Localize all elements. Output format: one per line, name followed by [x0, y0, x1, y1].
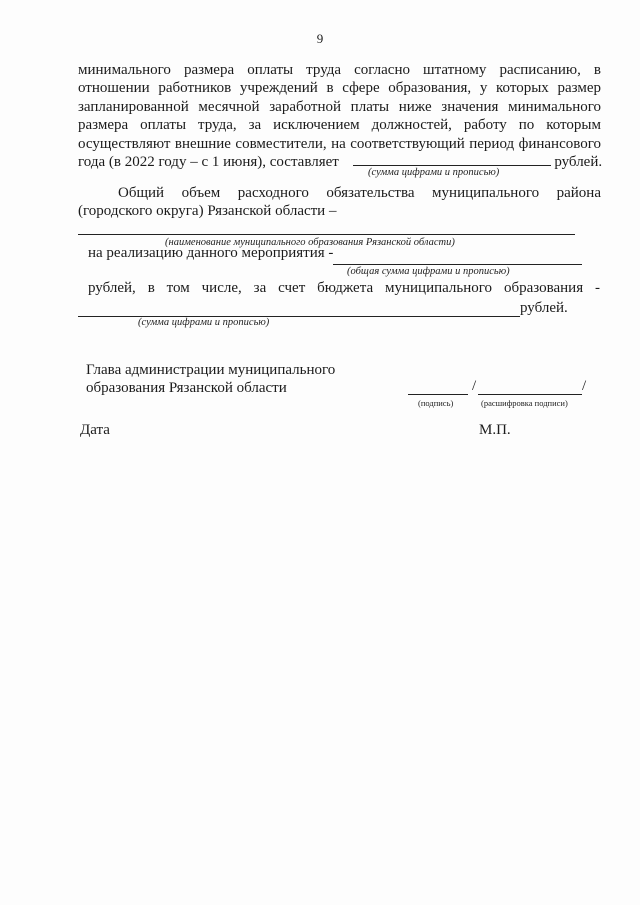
signature-caption: (подпись) [418, 398, 454, 408]
municipality-caption: (наименование муниципального образования Рязанской области) [165, 237, 455, 248]
rubles-label-1: рублей. [554, 153, 603, 170]
budget-line-text: рублей, в том числе, за счет бюджета муниципального образования - [88, 280, 600, 296]
signatory-title-line-1: Глава администрации муниципального [86, 362, 336, 378]
paragraph-1 [78, 61, 601, 171]
signature-slash-2: / [582, 378, 587, 394]
rubles-label-2: рублей. [520, 300, 568, 316]
signature-blank[interactable] [408, 394, 468, 395]
amount-blank-1[interactable] [353, 153, 551, 166]
municipality-name-blank[interactable] [78, 234, 575, 235]
event-text: на реализацию данного мероприятия - [88, 245, 334, 261]
paragraph-1-line-5: осуществляют внешние совместители, на соответствующий период финансового [78, 135, 601, 152]
total-amount-blank[interactable] [333, 264, 582, 265]
signatory-title-line-2: образования Рязанской области [86, 380, 287, 396]
paragraph-2-line-1: Общий объем расходного обязательства муниципального района [118, 185, 601, 201]
date-label: Дата [80, 422, 110, 438]
page-number: 9 [316, 31, 324, 46]
paragraph-1-line-4: размера оплаты труда, за исключением должностей, работу по которым [78, 117, 601, 134]
paragraph-2-line-2: (городского округа) Рязанской области – [78, 203, 337, 220]
paragraph-1-line-1: минимального размера оплаты труда согласно штатному расписанию, в [78, 62, 601, 78]
paragraph-1-line-3: запланированной месячной заработной платы ниже значения минимального [78, 98, 601, 115]
budget-amount-caption: (сумма цифрами и прописью) [138, 317, 270, 328]
amount-caption-1: (сумма цифрами и прописью) [368, 167, 500, 178]
stamp-label: М.П. [479, 422, 511, 438]
paragraph-1-line-6 [78, 153, 601, 171]
signature-slash-1: / [472, 378, 477, 394]
signature-decoding-caption: (расшифровка подписи) [481, 398, 568, 408]
paragraph-1-last-text: года (в 2022 году – с 1 июня), составляет [78, 153, 339, 170]
total-amount-caption: (общая сумма цифрами и прописью) [347, 266, 510, 277]
paragraph-1-line-2: отношении работников учреждений в сфере образования, у которых размер [78, 80, 601, 97]
paragraph-2 [78, 184, 601, 221]
budget-line [88, 280, 600, 297]
signature-decoding-blank[interactable] [478, 394, 582, 395]
